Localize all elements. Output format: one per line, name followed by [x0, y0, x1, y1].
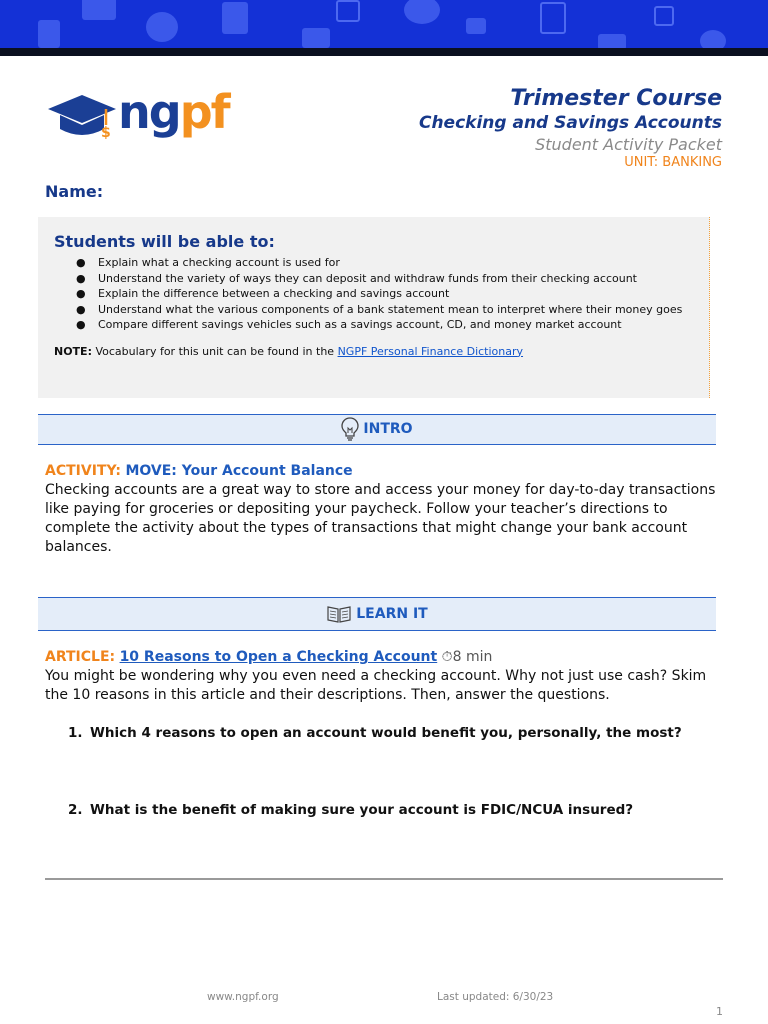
footer-updated: Last updated: 6/30/23	[437, 991, 554, 1003]
packet-label: Student Activity Packet	[535, 135, 722, 154]
logo-text-accent: pf	[179, 85, 229, 139]
question-2	[68, 802, 633, 818]
header-banner	[0, 0, 768, 50]
folder-icon	[82, 0, 116, 20]
unit-label: UNIT: BANKING	[624, 155, 722, 170]
piggy-bank-icon	[700, 30, 726, 50]
question-text: What is the benefit of making sure your account is FDIC/NCUA insured?	[90, 802, 634, 818]
article-label: ARTICLE:	[45, 649, 116, 665]
lightbulb-icon	[341, 417, 359, 441]
document-icon	[38, 20, 60, 48]
intro-section-bar	[38, 414, 716, 445]
logo-text-main: ng	[118, 85, 180, 139]
article-block	[45, 648, 725, 705]
objective-item: ● Understand what the various components of a bank statement mean to interpret where their money goes	[76, 302, 693, 318]
article-body: You might be wondering why you even need a checking account. Why not just use cash? Skim the 10 reasons in this article and their descriptions. Then, answer the questions.	[45, 668, 707, 703]
activity-label: ACTIVITY:	[45, 463, 121, 479]
graduation-cap-icon	[46, 92, 118, 142]
course-title: Trimester Course	[510, 86, 722, 111]
read-time-value: 8 min	[452, 649, 493, 665]
note-label: NOTE:	[54, 344, 92, 358]
stopwatch-icon: ⏱	[441, 649, 453, 665]
subject-title: Checking and Savings Accounts	[418, 113, 722, 133]
name-label: Name:	[45, 182, 104, 201]
piggy-bank-icon	[146, 12, 178, 42]
learn-section-bar	[38, 597, 716, 631]
section-divider	[45, 878, 723, 880]
folder-icon	[466, 18, 486, 34]
read-time	[442, 649, 493, 665]
dictionary-link[interactable]: NGPF Personal Finance Dictionary	[337, 344, 524, 358]
question-number: 1.	[68, 725, 83, 741]
footer-url: www.ngpf.org	[207, 991, 279, 1003]
calculator-icon	[540, 2, 566, 34]
question-1	[68, 725, 682, 741]
activity-heading	[45, 462, 725, 481]
document-header	[419, 86, 722, 171]
objectives-list	[54, 255, 693, 333]
activity-block	[45, 462, 725, 557]
header-rule	[0, 48, 768, 56]
activity-title: MOVE: Your Account Balance	[125, 463, 353, 479]
folder-icon	[302, 28, 330, 48]
svg-text:$: $	[101, 125, 111, 141]
question-text: Which 4 reasons to open an account would benefit you, personally, the most?	[90, 725, 682, 741]
question-number: 2.	[68, 802, 83, 818]
article-link[interactable]: 10 Reasons to Open a Checking Account	[119, 649, 438, 665]
piggy-bank-icon	[404, 0, 440, 24]
book-icon	[326, 604, 352, 624]
article-heading	[45, 648, 725, 667]
intro-label: INTRO	[363, 421, 413, 437]
objective-item: ● Compare different savings vehicles such as a savings account, CD, and money market account	[76, 317, 693, 333]
objective-item: ● Explain what a checking account is used for	[76, 255, 693, 271]
vocabulary-note	[54, 345, 693, 358]
page-number: 1	[716, 1005, 723, 1018]
calculator-icon	[336, 0, 360, 22]
objective-item: ● Explain the difference between a checking and savings account	[76, 286, 693, 302]
activity-body: Checking accounts are a great way to store and access your money for day-to-day transactions like paying for groceries or depositing your paycheck. Follow your teacher’s directions to complete the activity about the types of transactions that might change your bank account balances.	[45, 482, 716, 555]
brand-logo	[118, 84, 229, 140]
document-icon	[222, 2, 248, 34]
note-text: Vocabulary for this unit can be found in the	[91, 344, 338, 358]
objectives-title: Students will be able to:	[54, 232, 275, 251]
objectives-box	[38, 217, 710, 398]
learn-label: LEARN IT	[356, 606, 428, 622]
objective-item: ● Understand the variety of ways they can deposit and withdraw funds from their checking account	[76, 271, 693, 287]
calculator-icon	[654, 6, 674, 26]
